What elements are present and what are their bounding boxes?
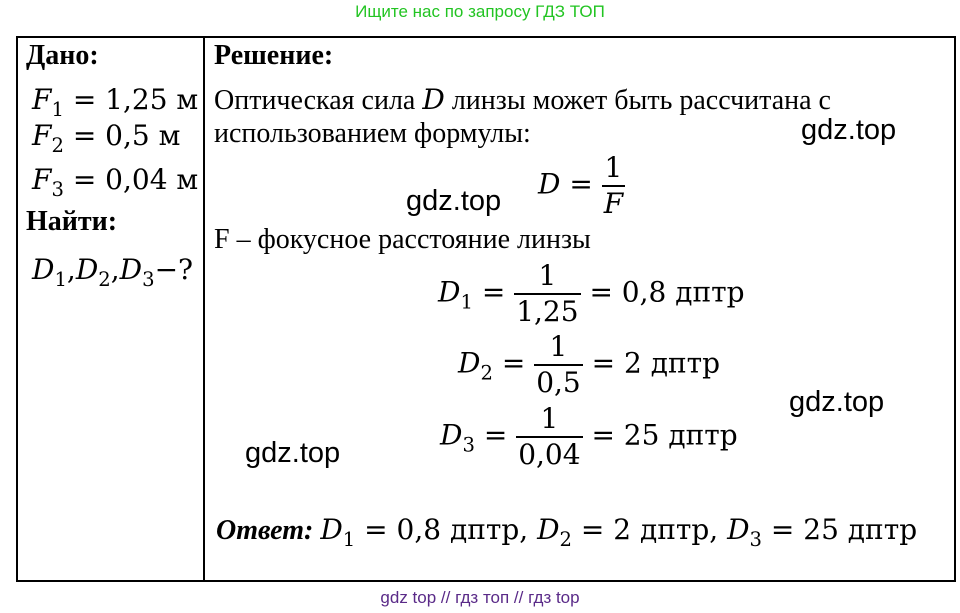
given-title: Дано:: [26, 40, 99, 71]
calc-d1: $D_1$ = $\frac{1}{1,25}$ = 0,8 дптр: [438, 259, 745, 328]
watermark: gdz.top: [245, 437, 341, 469]
solution-intro-line2: использованием формулы:: [214, 118, 531, 149]
watermark: gdz.top: [406, 185, 502, 217]
calc-d2: $D_2$ = $\frac{1}{0,5}$ = 2 дптр: [458, 330, 721, 399]
find-title: Найти:: [26, 206, 118, 237]
column-divider: [203, 36, 205, 582]
bottom-banner: gdz top // гдз топ // гдз top: [380, 588, 580, 607]
main-formula: D = $\frac{1}{F}$: [538, 151, 624, 220]
main-formula-fraction: $\frac{1}{F}$: [603, 151, 624, 220]
answer-line: Ответ: $D_1 = 0,8$ дптр, $D_2 = 2$ дптр, $D_3 = 25$ дптр: [216, 513, 918, 551]
calc-d3: $D_3$ = $\frac{1}{0,04}$ = 25 дптр: [440, 402, 738, 471]
given-item-f3: $F_3 = 0,04$ м: [32, 163, 199, 201]
given-item-f1: $F_1 = 1,25$ м: [32, 83, 199, 121]
find-expression: $D_1,D_2,D_3-$?: [32, 253, 194, 291]
answer-label: Ответ:: [216, 515, 314, 546]
watermark: gdz.top: [789, 386, 885, 418]
top-banner: Ищите нас по запросу ГДЗ ТОП: [355, 2, 605, 21]
solution-intro-line1: Оптическая сила D линзы может быть рассчитана с: [214, 83, 831, 116]
focal-length-note: F – фокусное расстояние линзы: [214, 224, 591, 255]
watermark: gdz.top: [801, 114, 897, 146]
given-item-f2: $F_2 = 0,5$ м: [32, 119, 181, 157]
solution-title: Решение:: [214, 40, 334, 71]
